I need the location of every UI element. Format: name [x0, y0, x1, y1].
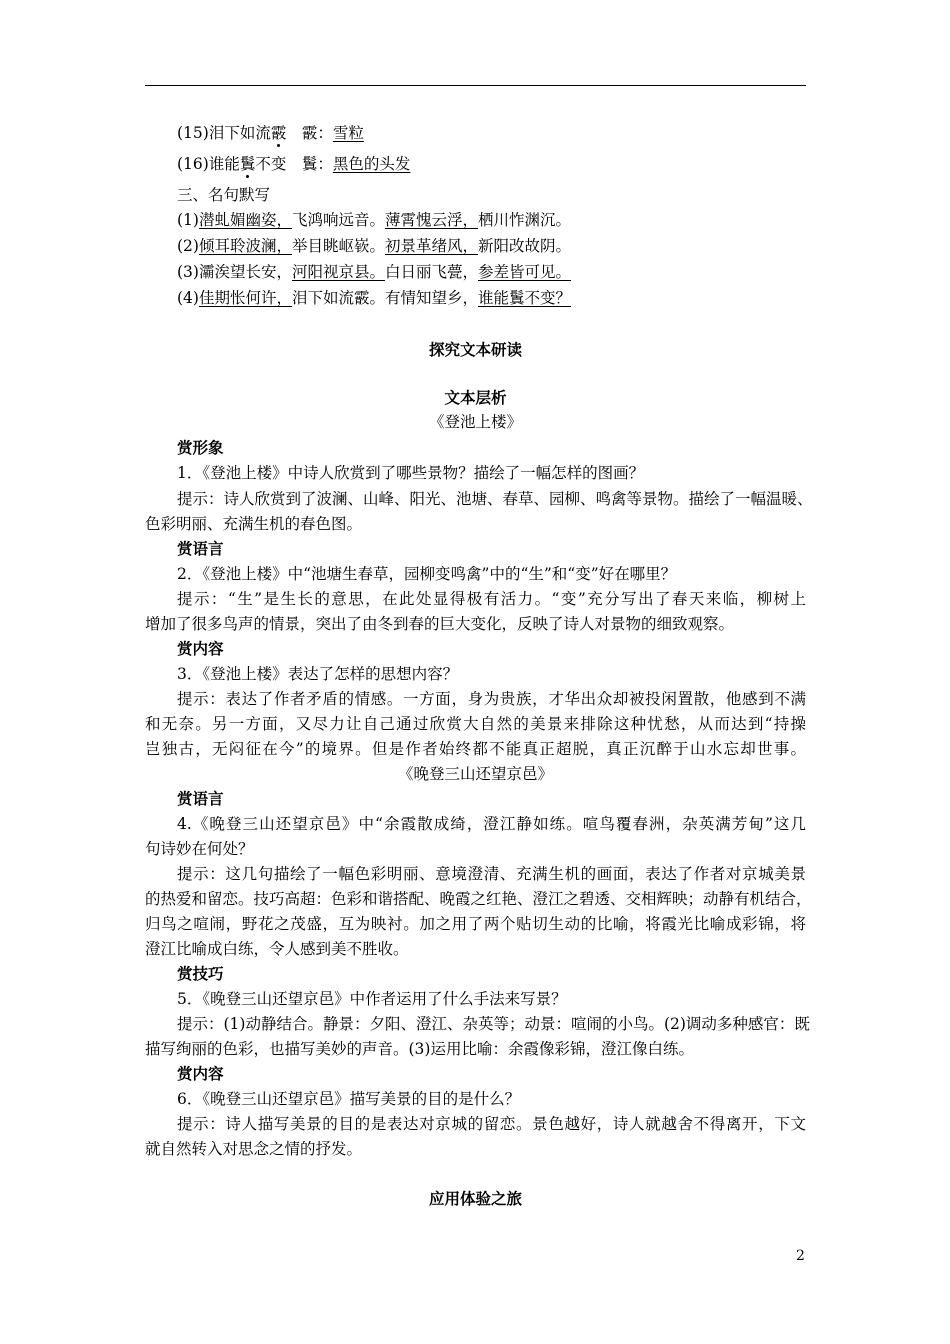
answer-3-line-1: 提示：表达了作者矛盾的情感。一方面，身为贵族，才华出众却被投闲置散，他感到不满 [177, 690, 806, 708]
question-6: 6．《晚登三山还望京邑》描写美景的目的是什么？ [177, 1090, 521, 1108]
poem-title-2: 《晚登三山还望京邑》 [397, 765, 553, 783]
recite-line-4: (4)佳期怅何许，泪下如流霰。有情知望乡，谁能鬒不变？ [177, 289, 572, 307]
section-heading-inquiry: 探究文本研读 [428, 341, 522, 359]
answer-underlined: 黑色的头发 [332, 155, 411, 173]
emphasis-dot: 霰 [270, 124, 287, 142]
question-3: 3．《登池上楼》表达了怎样的思想内容？ [177, 665, 459, 683]
question-2: 2．《登池上楼》中“池塘生春草，园柳变鸣禽”中的“生”和“变”好在哪里？ [177, 565, 677, 583]
vocab-item-15: (15)泪下如流霰 霰：雪粒 [177, 124, 364, 142]
poem-title-1: 《登池上楼》 [428, 413, 522, 431]
page-number: 2 [796, 1248, 805, 1264]
recite-heading: 三、名句默写 [177, 186, 271, 204]
answer-2-line-1: 提示：“生”是生长的意思，在此处显得极有活力。“变”充分写出了春天来临，柳树上 [177, 590, 806, 608]
answer-5-line-1: 提示：(1)动静结合。静景：夕阳、澄江、杂英等；动景：喧闹的小鸟。(2)调动多种感官：既 [177, 1015, 810, 1033]
question-5: 5．《晚登三山还望京邑》中作者运用了什么手法来写景？ [177, 990, 567, 1008]
answer-4-line-4: 澄江比喻成白练，令人感到美不胜收。 [145, 940, 409, 958]
question-4-line-1: 4.《晚登三山还望京邑》中“余霞散成绮，澄江静如练。喧鸟覆春洲，杂英满芳甸”这几 [177, 815, 806, 833]
recite-line-1: (1)潜虬媚幽姿，飞鸿响远音。薄霄愧云浮，栖川怍渊沉。 [177, 211, 572, 229]
sub-heading-content: 赏内容 [177, 640, 224, 658]
sub-heading-content-2: 赏内容 [177, 1065, 224, 1083]
answer-3-line-3: 岂独古，无闷征在今”的境界。但是作者始终都不能真正超脱，真正沉醉于山水忘却世事。 [145, 740, 806, 758]
sub-heading-language: 赏语言 [177, 540, 224, 558]
recite-line-2: (2)倾耳聆波澜，举目眺岖嵚。初景革绪风，新阳改故阴。 [177, 237, 572, 255]
section-heading-application: 应用体验之旅 [428, 1190, 522, 1208]
question-4-line-2: 句诗妙在何处？ [145, 840, 254, 858]
section-heading-analysis: 文本层析 [444, 389, 507, 407]
answer-5-line-2: 描写绚丽的色彩，也描写美妙的声音。(3)运用比喻：余霞像彩锦，澄江像白练。 [145, 1040, 694, 1058]
answer-underlined: 雪粒 [332, 124, 364, 142]
sub-heading-technique: 赏技巧 [177, 965, 224, 983]
header-rule [145, 85, 806, 86]
answer-1-line-1: 提示：诗人欣赏到了波澜、山峰、阳光、池塘、春草、园柳、鸣禽等景物。描绘了一幅温暖、 [177, 490, 813, 508]
sub-heading-image: 赏形象 [177, 439, 224, 457]
emphasis-dot: 鬒 [239, 155, 256, 173]
answer-6-line-1: 提示：诗人描写美景的目的是表达对京城的留恋。景色越好，诗人就越舍不得离开，下文 [177, 1115, 806, 1133]
answer-1-line-2: 色彩明丽、充满生机的春色图。 [145, 515, 363, 533]
answer-4-line-3: 归鸟之喧闹，野花之茂盛，互为映衬。加之用了两个贴切生动的比喻，将霞光比喻成彩锦，将 [145, 915, 806, 933]
answer-3-line-2: 和无奈。另一方面，又尽力让自己通过欣赏大自然的美景来排除这种忧愁，从而达到“持操 [145, 715, 806, 733]
sub-heading-language-2: 赏语言 [177, 790, 224, 808]
answer-6-line-2: 就自然转入对思念之情的抒发。 [145, 1140, 363, 1158]
question-1: 1．《登池上楼》中诗人欣赏到了哪些景物？描绘了一幅怎样的图画？ [177, 464, 645, 482]
vocab-item-16: (16)谁能鬒不变 鬒：黑色的头发 [177, 155, 411, 173]
answer-4-line-2: 的热爱和留恋。技巧高超：色彩和谐搭配、晚霞之红艳、澄江之碧透、交相辉映；动静有机结合， [145, 890, 812, 908]
answer-4-line-1: 提示：这几句描绘了一幅色彩明丽、意境澄清、充满生机的画面，表达了作者对京城美景 [177, 865, 806, 883]
answer-2-line-2: 增加了很多鸟声的情景，突出了由冬到春的巨大变化，反映了诗人对景物的细致观察。 [145, 615, 735, 633]
recite-line-3: (3)灞涘望长安，河阳视京县。白日丽飞甍，参差皆可见。 [177, 263, 572, 281]
